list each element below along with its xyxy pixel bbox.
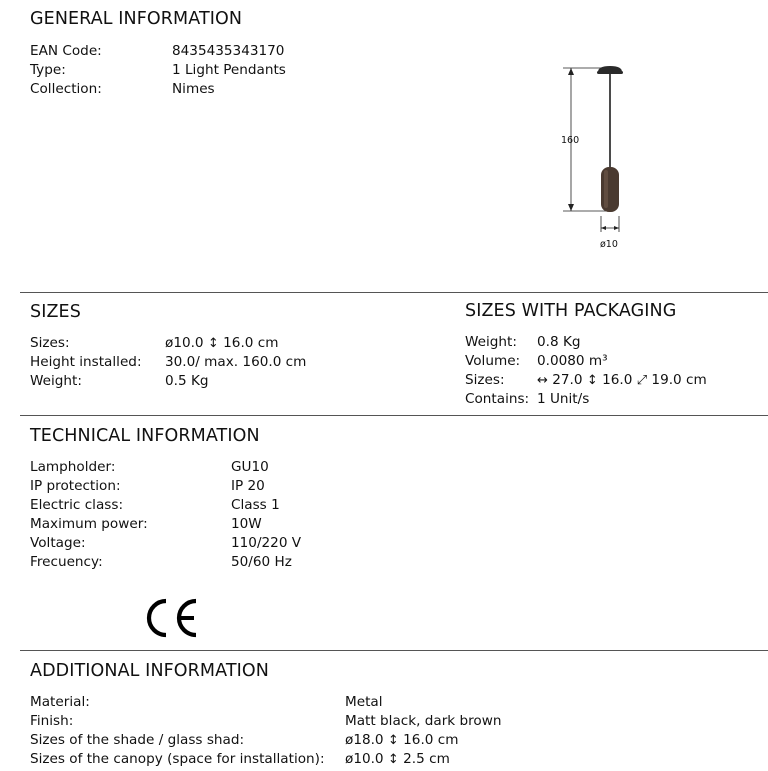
voltage-value: 110/220 V: [231, 535, 302, 551]
type-value: 1 Light Pendants: [172, 62, 286, 78]
collection-value: Nimes: [172, 81, 215, 97]
pkg-depth: 19.0 cm: [651, 372, 707, 388]
pkg-sizes-label: Sizes:: [465, 372, 505, 388]
weight-label: Weight:: [30, 373, 82, 389]
collection-label: Collection:: [30, 81, 102, 97]
canopy-height: 2.5 cm: [403, 751, 450, 767]
packaging-title: SIZES WITH PACKAGING: [465, 301, 677, 321]
voltage-label: Voltage:: [30, 535, 86, 551]
finish-label: Finish:: [30, 713, 74, 729]
ce-mark-icon: [145, 597, 201, 639]
pendant-lamp-drawing: [550, 60, 660, 255]
height-dimension-label: 160: [561, 135, 580, 146]
ean-code-value: 8435435343170: [172, 43, 285, 59]
maximum-power-label: Maximum power:: [30, 516, 148, 532]
height-installed-label: Height installed:: [30, 354, 142, 370]
pkg-sizes-value: [537, 371, 707, 390]
height-installed-value: 30.0/ max. 160.0 cm: [165, 354, 307, 370]
pkg-volume-value: 0.0080 m³: [537, 353, 608, 369]
sizes-label: Sizes:: [30, 335, 70, 351]
electric-class-label: Electric class:: [30, 497, 124, 513]
pkg-volume-label: Volume:: [465, 353, 521, 369]
technical-information-title: TECHNICAL INFORMATION: [30, 426, 260, 446]
frequency-value: 50/60 Hz: [231, 554, 292, 570]
height-arrow-icon: ↕: [387, 733, 399, 748]
lampholder-value: GU10: [231, 459, 269, 475]
shade-sizes-label: Sizes of the shade / glass shad:: [30, 732, 245, 748]
maximum-power-value: 10W: [231, 516, 262, 532]
material-label: Material:: [30, 694, 90, 710]
ip-protection-label: IP protection:: [30, 478, 121, 494]
sizes-diameter: ø10.0: [165, 335, 204, 351]
sizes-height: 16.0 cm: [223, 335, 279, 351]
frequency-label: Frecuency:: [30, 554, 103, 570]
pkg-weight-value: 0.8 Kg: [537, 334, 581, 350]
shade-height: 16.0 cm: [403, 732, 459, 748]
depth-arrow-icon: ⤢: [636, 373, 648, 388]
shade-diameter: ø18.0: [345, 732, 384, 748]
sizes-value: [165, 334, 278, 353]
general-information-title: GENERAL INFORMATION: [30, 9, 243, 29]
finish-value: Matt black, dark brown: [345, 713, 502, 729]
additional-information-title: ADDITIONAL INFORMATION: [30, 661, 269, 681]
sizes-title: SIZES: [30, 302, 81, 322]
canopy-diameter: ø10.0: [345, 751, 384, 767]
divider-1: [20, 292, 768, 293]
ean-code-label: EAN Code:: [30, 43, 102, 59]
type-label: Type:: [30, 62, 66, 78]
pkg-width: 27.0: [552, 372, 583, 388]
pkg-height: 16.0: [602, 372, 633, 388]
material-value: Metal: [345, 694, 383, 710]
canopy-sizes-value: [345, 750, 450, 769]
height-arrow-icon: ↕: [207, 336, 219, 351]
electric-class-value: Class 1: [231, 497, 280, 513]
shade-sizes-value: [345, 731, 458, 750]
ip-protection-value: IP 20: [231, 478, 265, 494]
diameter-dimension-label: ø10: [600, 239, 618, 250]
divider-3: [20, 650, 768, 651]
height-arrow-icon: ↕: [387, 752, 399, 767]
divider-2: [20, 415, 768, 416]
lampholder-label: Lampholder:: [30, 459, 116, 475]
pkg-contains-value: 1 Unit/s: [537, 391, 590, 407]
weight-value: 0.5 Kg: [165, 373, 209, 389]
pkg-contains-label: Contains:: [465, 391, 530, 407]
height-arrow-icon: ↕: [586, 373, 598, 388]
width-arrow-icon: ↔: [537, 373, 548, 388]
canopy-sizes-label: Sizes of the canopy (space for installation):: [30, 751, 325, 767]
pkg-weight-label: Weight:: [465, 334, 517, 350]
